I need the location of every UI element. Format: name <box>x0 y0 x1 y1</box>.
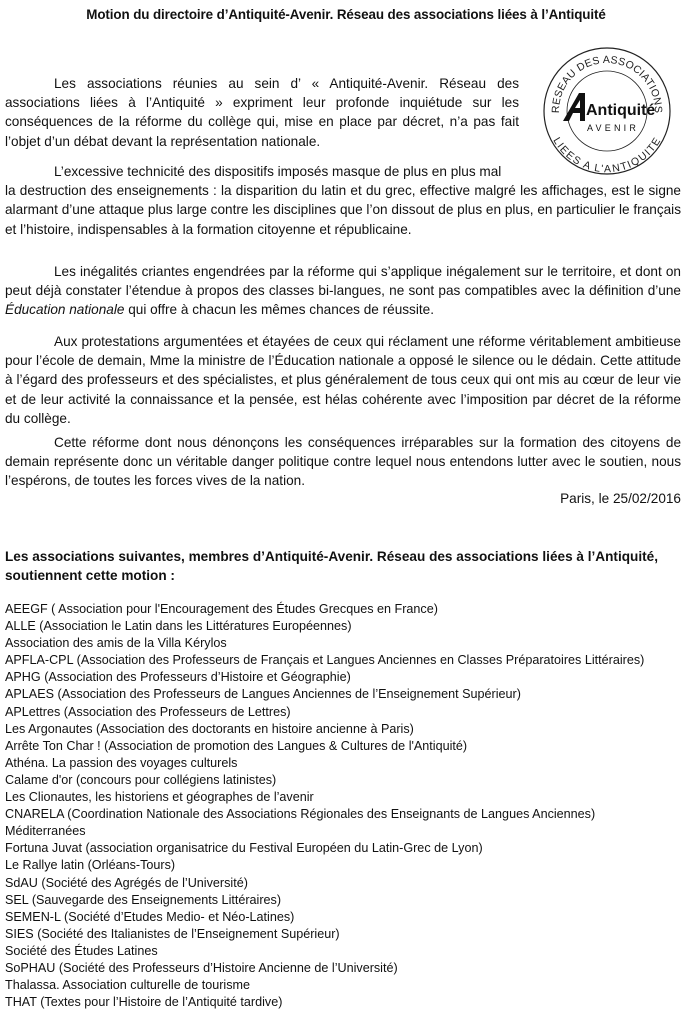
paragraph-1: Les associations réunies au sein d’ « Antiquité-Avenir. Réseau des associations liées à l’Antiquité » expriment leur profonde inquiétude sur les conséquences de la réforme du collège qui, mise en place par décret, n’a pas fait l’objet d’un débat devant la représentation nationale. <box>5 76 519 149</box>
paragraph-3-end: qui offre à chacun les mêmes chances de réussite. <box>128 302 434 318</box>
supporter-item: SdAU (Société des Agrégés de l’Université) <box>5 875 248 890</box>
paragraph-3 <box>5 262 681 320</box>
paragraph-2-first-line: L’excessive technicité des dispositifs imposés masque de plus en plus mal <box>54 164 502 179</box>
supporter-item: APLAES (Association des Professeurs de Langues Anciennes de l’Enseignement Supérieur) <box>5 687 521 702</box>
paragraph-2-body: la destruction des enseignements : la disparition du latin et du grec, effective malgré les affichages, est le signe alarmant d’une attaque plus large contre les disciplines que l’on dissout de plus en plus, en particulier le français et l’histoire, indispensables à la formation citoyenne et républicaine. <box>5 183 681 237</box>
document-title: Motion du directoire d’Antiquité-Avenir. Réseau des associations liées à l’Antiquité <box>86 7 606 22</box>
logo-name-bottom: AVENIR <box>587 123 640 133</box>
supporter-item: Les Clionautes, les historiens et géographes de l’avenir <box>5 790 314 805</box>
logo-ring-top-text: RESEAU DES ASSOCIATIONS <box>549 53 665 114</box>
antiquite-avenir-logo <box>541 45 673 177</box>
supporter-item: APFLA-CPL (Association des Professeurs de Français et Langues Anciennes en Classes Préparatoires Littéraires) <box>5 653 645 668</box>
logo-name-top: Antiquité <box>586 102 656 119</box>
supporter-item: Athéna. La passion des voyages culturels <box>5 755 238 770</box>
paragraph-4: Aux protestations argumentées et étayées de ceux qui réclament une réforme véritablement ambitieuse pour l’école de demain, Mme la ministre de l’Éducation nationale a opposé le silence ou le dédain. Cette attitude à l’égard des professeurs et des spécialistes, et plus généralement de tous ceux qui ont mis au cœur de leur vie et de leur activité la connaissance et la pensée, est hélas cohérente avec l’imposition par décret de la réforme du collège. <box>5 334 681 426</box>
supporter-item: Thalassa. Association culturelle de tourisme <box>5 978 250 993</box>
supporter-item: Arrête Ton Char ! (Association de promotion des Langues & Cultures de l'Antiquité) <box>5 738 468 753</box>
supporter-item: SIES (Société des Italianistes de l’Enseignement Supérieur) <box>5 926 340 941</box>
paragraph-2 <box>5 162 681 239</box>
supporter-item: Le Rallye latin (Orléans-Tours) <box>5 858 176 873</box>
supporter-item: SEL (Sauvegarde des Enseignements Littéraires) <box>5 892 282 907</box>
supporter-item: CNARELA (Coordination Nationale des Associations Régionales des Enseignants de Langues Anciennes) <box>5 807 596 822</box>
paragraph-5: Cette réforme dont nous dénonçons les conséquences irréparables sur la formation des citoyens de demain représente donc un véritable danger politique contre lequel nous entendons lutter avec le soutien, nous l’espérons, de toutes les forces vives de la nation. <box>5 435 681 489</box>
logo-a-glyph-icon <box>563 93 585 121</box>
supporter-item: Société des Études Latines <box>5 943 158 958</box>
supporter-item: THAT (Textes pour l’Histoire de l’Antiquité tardive) <box>5 995 283 1010</box>
supporter-item: Association des amis de la Villa Kérylos <box>5 636 227 651</box>
supporter-item: Calame d'or (concours pour collégiens latinistes) <box>5 772 277 787</box>
supporter-item: Fortuna Juvat (association organisatrice du Festival Européen du Latin-Grec de Lyon) <box>5 841 483 856</box>
paragraph-3-italic: Éducation nationale <box>5 302 125 318</box>
supporter-item: SEMEN-L (Société d’Etudes Medio- et Néo-Latines) <box>5 909 295 924</box>
supporter-item: APHG (Association des Professeurs d’Histoire et Géographie) <box>5 670 351 685</box>
paragraph-3-start: Les inégalités criantes engendrées par la réforme qui s’applique inégalement sur le territoire, et dont on peut déjà constater l’étendue à propos des classes bi-langues, ne sont pas compatibles avec la définition d’une <box>5 264 681 299</box>
supporter-item: Méditerranées <box>5 824 86 839</box>
supporters-heading: Les associations suivantes, membres d’Antiquité-Avenir. Réseau des associations liées à l’Antiquité, soutiennent cette motion : <box>5 549 658 583</box>
signature-date: Paris, le 25/02/2016 <box>560 491 681 506</box>
supporter-item: SoPHAU (Société des Professeurs d’Histoire Ancienne de l’Université) <box>5 960 398 975</box>
supporter-item: AEEGF ( Association pour l'Encouragement des Études Grecques en France) <box>5 602 438 616</box>
supporters-list <box>5 601 644 1011</box>
supporter-item: ALLE (Association le Latin dans les Littératures Européennes) <box>5 619 352 634</box>
supporter-item: Les Argonautes (Association des doctorants en histoire ancienne à Paris) <box>5 721 414 736</box>
logo-ring-bottom-text: LIEES A L'ANTIQUITE <box>550 135 664 176</box>
supporter-item: APLettres (Association des Professeurs de Lettres) <box>5 704 291 719</box>
